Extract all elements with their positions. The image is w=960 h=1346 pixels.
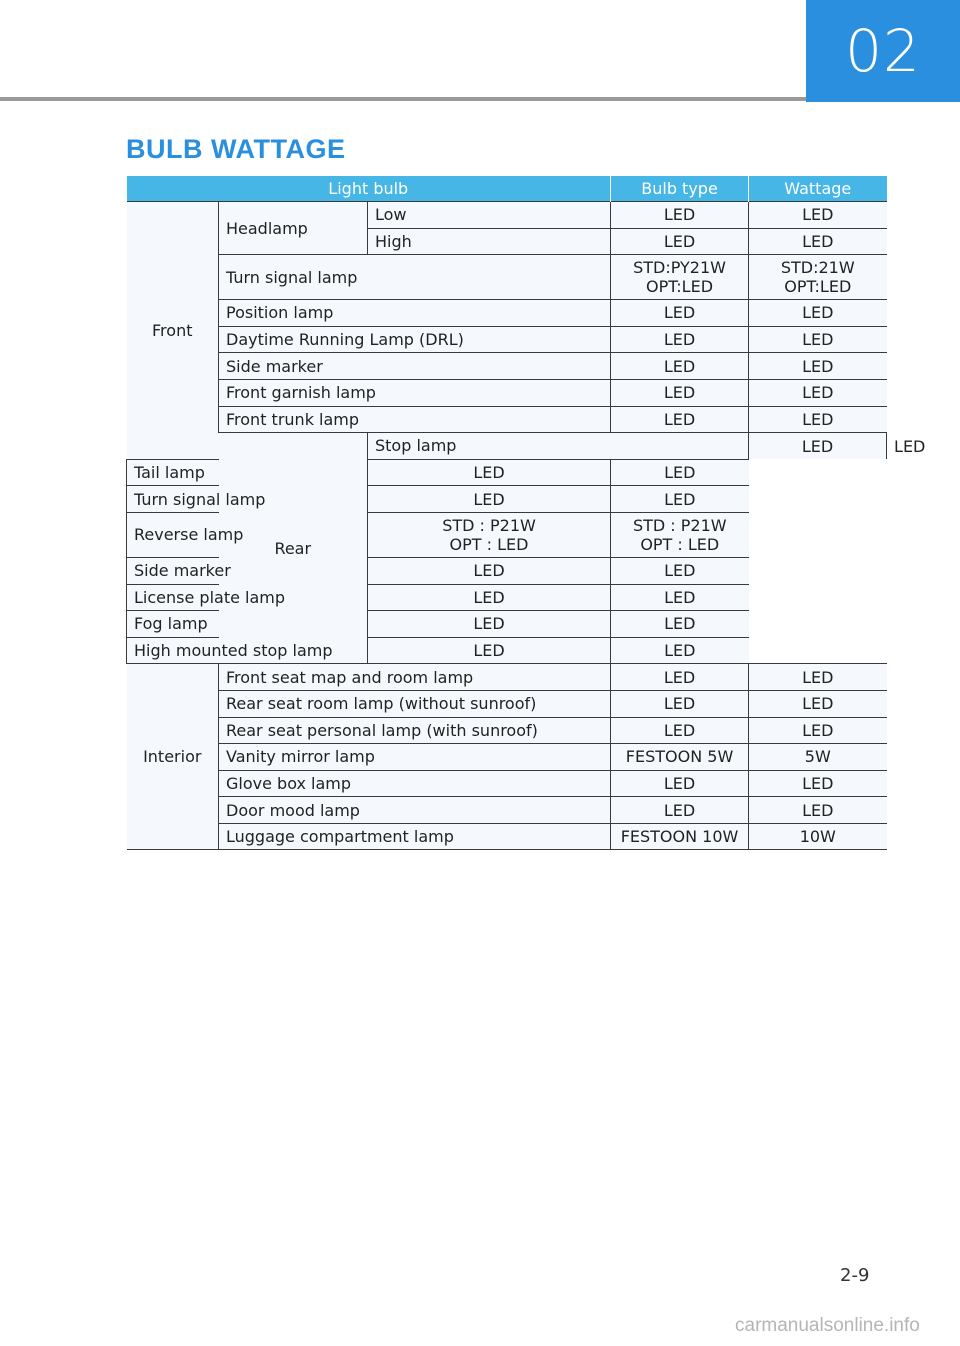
row-label: Turn signal lamp xyxy=(219,255,611,300)
wattage-cell: STD : P21W OPT : LED xyxy=(611,512,749,557)
bulb-type-cell: LED xyxy=(368,637,611,664)
table-header-row xyxy=(127,176,887,202)
bulb-type-cell: LED xyxy=(611,326,749,353)
wattage-cell: LED xyxy=(749,228,887,255)
page-title: BULB WATTAGE xyxy=(126,134,346,164)
table-row xyxy=(127,406,887,433)
bulb-type-cell: LED xyxy=(368,611,611,638)
table-row xyxy=(127,202,887,229)
row-label: Front garnish lamp xyxy=(219,379,611,406)
table-row xyxy=(127,459,887,486)
table-row xyxy=(127,326,887,353)
row-label: Front seat map and room lamp xyxy=(219,664,611,691)
bulb-type-cell: LED xyxy=(611,770,749,797)
wattage-cell: LED xyxy=(749,406,887,433)
header-light-bulb: Light bulb xyxy=(127,176,611,202)
wattage-cell: LED xyxy=(611,459,749,486)
table-row xyxy=(127,637,887,664)
header-rule xyxy=(0,97,806,101)
row-label: Fog lamp xyxy=(127,611,368,638)
wattage-cell: LED xyxy=(749,797,887,824)
bulb-type-cell: LED xyxy=(611,353,749,380)
bulb-type-cell: FESTOON 10W xyxy=(611,823,749,850)
row-label: Front trunk lamp xyxy=(219,406,611,433)
bulb-type-cell: LED xyxy=(368,486,611,513)
row-sublabel: High xyxy=(368,228,611,255)
wattage-cell: 5W xyxy=(749,744,887,771)
row-label: Headlamp xyxy=(219,202,368,255)
row-label: Vanity mirror lamp xyxy=(219,744,611,771)
row-label: Side marker xyxy=(219,353,611,380)
bulb-type-cell: STD : P21W OPT : LED xyxy=(368,512,611,557)
bulb-type-cell: LED xyxy=(611,664,749,691)
wattage-cell: LED xyxy=(749,300,887,327)
bulb-type-cell: LED xyxy=(368,459,611,486)
row-label: Tail lamp xyxy=(127,459,368,486)
row-label: Reverse lamp xyxy=(127,512,368,557)
table-row xyxy=(127,797,887,824)
row-label: Rear seat personal lamp (with sunroof) xyxy=(219,717,611,744)
wattage-cell: STD:21W OPT:LED xyxy=(749,255,887,300)
row-label: License plate lamp xyxy=(127,584,368,611)
chapter-tab: 02 xyxy=(806,0,960,102)
wattage-cell: LED xyxy=(611,486,749,513)
bulb-type-cell: LED xyxy=(611,202,749,229)
table-row xyxy=(127,744,887,771)
bulb-type-cell: LED xyxy=(368,557,611,584)
bulb-type-cell: LED xyxy=(749,433,887,460)
row-label: Luggage compartment lamp xyxy=(219,823,611,850)
row-label: High mounted stop lamp xyxy=(127,637,368,664)
table-row xyxy=(127,823,887,850)
wattage-cell: LED xyxy=(749,770,887,797)
table-row xyxy=(127,300,887,327)
table-row xyxy=(127,512,887,557)
table-row xyxy=(127,379,887,406)
wattage-cell: LED xyxy=(749,353,887,380)
bulb-type-cell: LED xyxy=(611,228,749,255)
table-row xyxy=(127,770,887,797)
wattage-cell: LED xyxy=(749,664,887,691)
row-label: Glove box lamp xyxy=(219,770,611,797)
bulb-type-cell: FESTOON 5W xyxy=(611,744,749,771)
group-interior: Interior xyxy=(127,664,219,850)
bulb-type-cell: LED xyxy=(611,797,749,824)
bulb-wattage-table xyxy=(126,176,926,850)
wattage-cell: LED xyxy=(749,379,887,406)
row-label: Daytime Running Lamp (DRL) xyxy=(219,326,611,353)
bulb-type-cell: LED xyxy=(611,300,749,327)
table-row xyxy=(127,255,887,300)
table-row xyxy=(127,353,887,380)
table-row xyxy=(127,584,887,611)
row-sublabel: Low xyxy=(368,202,611,229)
table-row xyxy=(127,690,887,717)
row-label: Rear seat room lamp (without sunroof) xyxy=(219,690,611,717)
wattage-cell: LED xyxy=(611,557,749,584)
wattage-cell: LED xyxy=(749,326,887,353)
row-label: Position lamp xyxy=(219,300,611,327)
wattage-cell: LED xyxy=(749,690,887,717)
header-wattage: Wattage xyxy=(749,176,887,202)
row-label: Side marker xyxy=(127,557,368,584)
bulb-type-cell: LED xyxy=(611,717,749,744)
table-row xyxy=(127,664,887,691)
group-front: Front xyxy=(127,202,219,460)
table-row xyxy=(127,717,887,744)
bulb-type-cell: LED xyxy=(611,406,749,433)
wattage-cell: LED xyxy=(611,611,749,638)
page-number: 2-9 xyxy=(840,1265,870,1286)
row-label: Turn signal lamp xyxy=(127,486,368,513)
table-row: Rear Stop lamp LED LED xyxy=(127,433,887,460)
bulb-type-cell: LED xyxy=(368,584,611,611)
row-label: Door mood lamp xyxy=(219,797,611,824)
bulb-type-cell: LED xyxy=(611,379,749,406)
wattage-cell: LED xyxy=(611,637,749,664)
header-bulb-type: Bulb type xyxy=(611,176,749,202)
table-row xyxy=(127,611,887,638)
wattage-cell: LED xyxy=(749,202,887,229)
bulb-type-cell: LED xyxy=(611,690,749,717)
wattage-cell: 10W xyxy=(749,823,887,850)
group-rear: Rear xyxy=(219,433,368,664)
watermark: carmanualsonline.info xyxy=(735,1315,920,1336)
table-row xyxy=(127,486,887,513)
row-label: Stop lamp xyxy=(368,433,749,460)
wattage-cell: LED xyxy=(749,717,887,744)
table-row xyxy=(127,557,887,584)
wattage-cell: LED xyxy=(611,584,749,611)
bulb-type-cell: STD:PY21W OPT:LED xyxy=(611,255,749,300)
